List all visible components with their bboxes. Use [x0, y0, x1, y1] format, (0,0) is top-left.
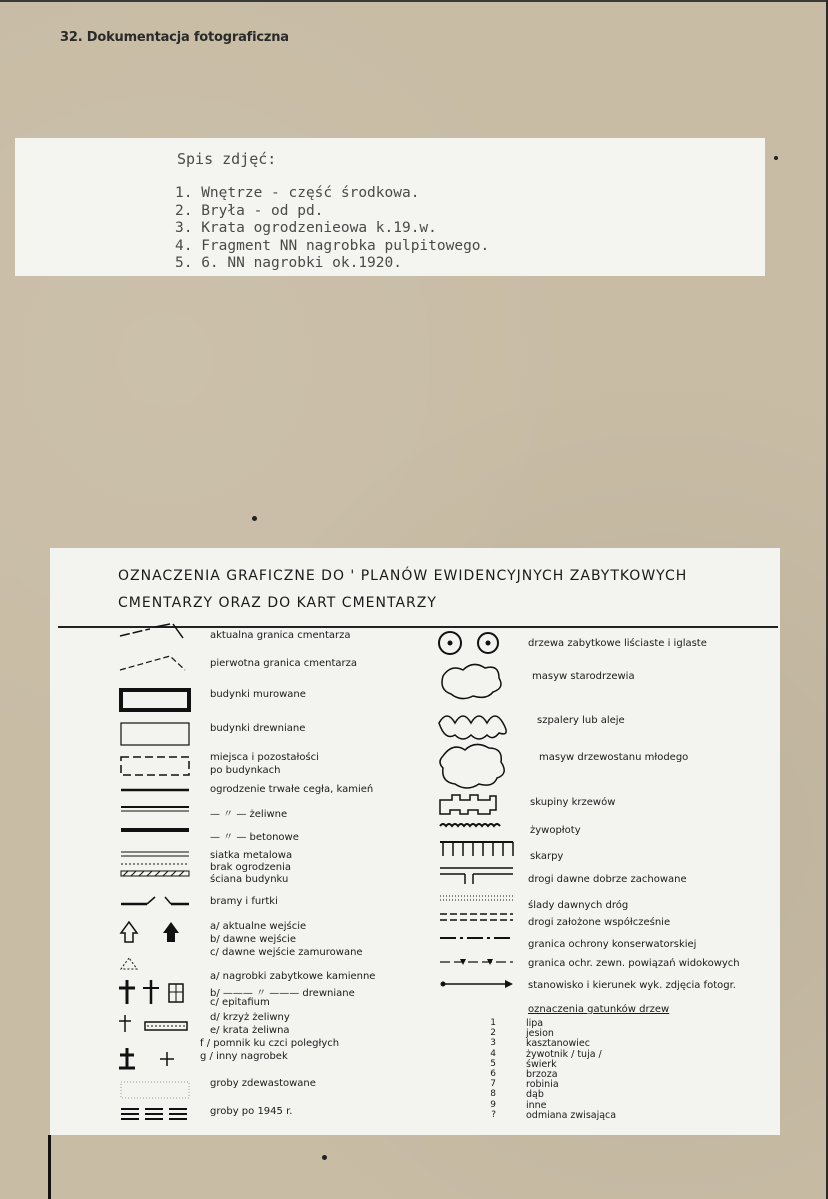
- legend-oznaczenia-gatunkow: oznaczenia gatunków drzew: [528, 1004, 670, 1015]
- photo-list: [175, 185, 489, 273]
- scan-speck: [774, 156, 778, 160]
- legend-zdewastowane: groby zdewastowane: [210, 1078, 316, 1089]
- legend-title-line1: OZNACZENIA GRAFICZNE DO ' PLANÓW EWIDENCYJNYCH ZABYTKOWYCH: [118, 568, 688, 584]
- legend-sciana: ściana budynku: [210, 874, 289, 885]
- legend-miejsca-2: po budynkach: [210, 765, 281, 776]
- legend-drogi-wspolczesnie: drogi założone współcześnie: [528, 917, 671, 928]
- photo-list-item: 2. Bryła - od pd.: [175, 202, 324, 219]
- legend-betonowe: — 〃 — betonowe: [210, 832, 299, 843]
- legend-wejscie-c: c/ dawne wejście zamurowane: [210, 947, 363, 958]
- legend-zywoploty: żywopłoty: [530, 825, 581, 836]
- legend-wejscie-b: b/ dawne wejście: [210, 934, 296, 945]
- tree-name: żywotnik / tuja /: [526, 1048, 602, 1060]
- tree-number: 7: [490, 1079, 496, 1090]
- tree-name: odmiana zwisająca: [526, 1109, 617, 1121]
- tree-name: świerk: [526, 1058, 557, 1070]
- scan-speck: [252, 516, 257, 521]
- legend-murowane: budynki murowane: [210, 689, 306, 700]
- legend-brak: brak ogrodzenia: [210, 862, 292, 873]
- legend-siatka: siatka metalowa: [210, 850, 293, 861]
- graphic-legend-sheet: [50, 548, 780, 1135]
- tree-number: 1: [490, 1018, 496, 1028]
- tree-number: 8: [490, 1089, 496, 1100]
- legend-inny: g / inny nagrobek: [200, 1051, 288, 1062]
- legend-pierwotna: pierwotna granica cmentarza: [210, 658, 358, 669]
- legend-zeliwne: — 〃 — żeliwne: [210, 809, 288, 820]
- legend-krata: e/ krata żeliwna: [210, 1025, 290, 1036]
- tree-number: 4: [490, 1048, 496, 1059]
- tree-number: 9: [490, 1099, 496, 1110]
- legend-nagrobki-b: b/ ——— 〃 ——— drewniane: [210, 988, 355, 999]
- tree-name: lipa: [526, 1018, 544, 1029]
- legend-granica-powiazan: granica ochr. zewn. powiązań widokowych: [528, 958, 740, 969]
- photo-list-item: 4. Fragment NN nagrobka pulpitowego.: [175, 237, 490, 254]
- section-header: 32. Dokumentacja fotograficzna: [60, 30, 289, 45]
- legend-drzewa: drzewa zabytkowe liściaste i iglaste: [528, 638, 707, 649]
- legend-aktualna: aktualna granica cmentarza: [210, 630, 351, 641]
- photo-list-title: Spis zdjęć:: [177, 150, 277, 168]
- legend-stanowisko: stanowisko i kierunek wyk. zdjęcia fotogr.: [528, 980, 736, 991]
- legend-krzewy: skupiny krzewów: [530, 797, 616, 808]
- tree-name: kasztanowiec: [526, 1038, 590, 1050]
- legend-masyw: masyw starodrzewia: [532, 671, 635, 682]
- legend-drogi-dawne: drogi dawne dobrze zachowane: [528, 874, 687, 885]
- legend-pomnik: f / pomnik ku czci poległych: [200, 1038, 340, 1049]
- legend-po1945: groby po 1945 r.: [210, 1106, 293, 1117]
- legend-skarpy: skarpy: [530, 851, 564, 862]
- legend-nagrobki-a: a/ nagrobki zabytkowe kamienne: [210, 971, 376, 982]
- left-symbols: [115, 620, 205, 1180]
- legend-krzyz: d/ krzyż żeliwny: [210, 1012, 290, 1023]
- legend-ogrodzenie: ogrodzenie trwałe cegła, kamień: [210, 784, 374, 795]
- tree-number: 2: [490, 1028, 496, 1039]
- photo-list-item: 3. Krata ogrodzenieowa k.19.w.: [175, 220, 437, 236]
- photo-list-item: 5. 6. NN nagrobki ok.1920.: [175, 255, 402, 271]
- tree-name: robinia: [526, 1079, 559, 1091]
- legend-slady: ślady dawnych dróg: [528, 900, 629, 911]
- legend-szpalery: szpalery lub aleje: [537, 715, 625, 726]
- tree-number: 5: [490, 1058, 496, 1069]
- legend-miejsca-1: miejsca i pozostałości: [210, 752, 319, 763]
- page-left-edge: [48, 1135, 51, 1199]
- tree-number: 6: [490, 1069, 496, 1079]
- legend-drewniane: budynki drewniane: [210, 723, 306, 734]
- photo-list-item: 1. Wnętrze - część środkowa.: [175, 185, 420, 201]
- tree-name: jesion: [526, 1028, 554, 1040]
- legend-nagrobki-c: c/ epitafium: [210, 997, 270, 1008]
- tree-number: ?: [491, 1109, 496, 1120]
- tree-name: inne: [526, 1099, 547, 1111]
- legend-masyw-mlody: masyw drzewostanu młodego: [539, 752, 689, 763]
- scan-speck: [322, 1155, 327, 1160]
- photo-list-sheet: [15, 138, 765, 276]
- legend-bramy: bramy i furtki: [210, 896, 278, 907]
- tree-name: dąb: [526, 1089, 544, 1101]
- page-top-edge: [0, 0, 828, 2]
- legend-title-line2: CMENTARZY ORAZ DO KART CMENTARZY: [118, 595, 437, 611]
- right-symbols: [435, 628, 535, 988]
- tree-number: 3: [490, 1038, 496, 1049]
- legend-granica-konserw: granica ochrony konserwatorskiej: [528, 939, 697, 950]
- tree-name: brzoza: [526, 1069, 558, 1080]
- legend-wejscie-a: a/ aktualne wejście: [210, 921, 307, 932]
